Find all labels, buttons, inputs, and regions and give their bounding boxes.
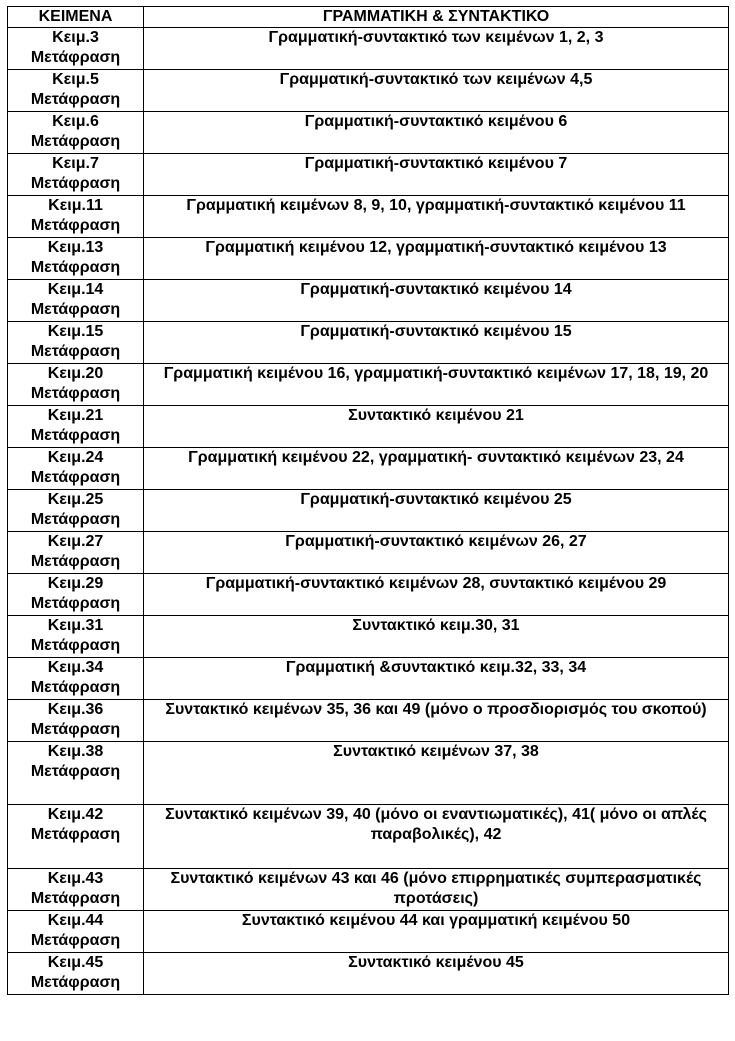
text-label: Κειμ.21 bbox=[47, 407, 104, 424]
translation-label: Μετάφραση bbox=[30, 259, 121, 276]
table-row bbox=[8, 196, 729, 238]
text-cell bbox=[8, 196, 144, 238]
table-row bbox=[8, 406, 729, 448]
text-label: Κειμ.6 bbox=[52, 113, 99, 130]
grammar-cell: Γραμματική κειμένου 16, γραμματική-συντακτικό κειμένων 17, 18, 19, 20 bbox=[144, 364, 729, 406]
grammar-cell: Γραμματική-συντακτικό κειμένων 26, 27 bbox=[144, 532, 729, 574]
table-row bbox=[8, 911, 729, 953]
grammar-cell: Γραμματική κειμένου 22, γραμματική- συντακτικό κειμένων 23, 24 bbox=[144, 448, 729, 490]
text-cell bbox=[8, 805, 144, 869]
text-cell bbox=[8, 490, 144, 532]
table-row bbox=[8, 280, 729, 322]
text-cell bbox=[8, 532, 144, 574]
grammar-cell: Γραμματική &συντακτικό κειμ.32, 33, 34 bbox=[144, 658, 729, 700]
text-label: Κειμ.24 bbox=[47, 449, 104, 466]
text-cell bbox=[8, 154, 144, 196]
text-label: Κειμ.42 bbox=[47, 806, 104, 823]
table-row bbox=[8, 28, 729, 70]
text-label: Κειμ.15 bbox=[47, 323, 104, 340]
translation-label: Μετάφραση bbox=[30, 763, 121, 780]
translation-label: Μετάφραση bbox=[30, 49, 121, 66]
translation-label: Μετάφραση bbox=[30, 595, 121, 612]
text-label: Κειμ.25 bbox=[47, 491, 104, 508]
text-label: Κειμ.29 bbox=[47, 575, 104, 592]
table-row bbox=[8, 532, 729, 574]
text-label: Κειμ.27 bbox=[47, 533, 104, 550]
grammar-cell: Συντακτικό κειμένων 35, 36 και 49 (μόνο ο προσδιορισμός του σκοπού) bbox=[144, 700, 729, 742]
translation-label: Μετάφραση bbox=[30, 721, 121, 738]
grammar-cell: Συντακτικό κειμένων 43 και 46 (μόνο επιρρηματικές συμπερασματικές προτάσεις) bbox=[144, 869, 729, 911]
table-row bbox=[8, 112, 729, 154]
text-label: Κειμ.7 bbox=[52, 155, 99, 172]
translation-label: Μετάφραση bbox=[30, 974, 121, 991]
translation-label: Μετάφραση bbox=[30, 175, 121, 192]
grammar-cell: Γραμματική-συντακτικό κειμένου 7 bbox=[144, 154, 729, 196]
translation-label: Μετάφραση bbox=[30, 553, 121, 570]
text-cell bbox=[8, 869, 144, 911]
translation-label: Μετάφραση bbox=[30, 932, 121, 949]
table-row bbox=[8, 154, 729, 196]
text-cell bbox=[8, 70, 144, 112]
text-label: Κειμ.43 bbox=[47, 870, 104, 887]
text-label: Κειμ.11 bbox=[48, 197, 103, 214]
translation-label: Μετάφραση bbox=[30, 385, 121, 402]
grammar-cell: Γραμματική-συντακτικό κειμένου 15 bbox=[144, 322, 729, 364]
text-label: Κειμ.3 bbox=[52, 29, 99, 46]
translation-label: Μετάφραση bbox=[30, 343, 121, 360]
grammar-cell: Γραμματική-συντακτικό των κειμένων 1, 2, 3 bbox=[144, 28, 729, 70]
text-label: Κειμ.13 bbox=[47, 239, 104, 256]
translation-label: Μετάφραση bbox=[30, 826, 121, 843]
table-row bbox=[8, 658, 729, 700]
translation-label: Μετάφραση bbox=[30, 637, 121, 654]
text-label: Κειμ.36 bbox=[47, 701, 104, 718]
text-cell bbox=[8, 911, 144, 953]
grammar-cell: Γραμματική-συντακτικό κειμένου 25 bbox=[144, 490, 729, 532]
text-cell bbox=[8, 616, 144, 658]
text-label: Κειμ.5 bbox=[52, 71, 99, 88]
translation-label: Μετάφραση bbox=[30, 91, 121, 108]
text-cell bbox=[8, 574, 144, 616]
text-label: Κειμ.14 bbox=[47, 281, 104, 298]
table-row bbox=[8, 322, 729, 364]
text-cell bbox=[8, 364, 144, 406]
translation-label: Μετάφραση bbox=[30, 469, 121, 486]
table-row bbox=[8, 869, 729, 911]
translation-label: Μετάφραση bbox=[30, 133, 121, 150]
text-cell bbox=[8, 280, 144, 322]
text-label: Κειμ.45 bbox=[47, 954, 104, 971]
grammar-cell: Συντακτικό κειμένων 37, 38 bbox=[144, 742, 729, 805]
syllabus-table bbox=[7, 6, 729, 995]
text-label: Κειμ.31 bbox=[47, 617, 104, 634]
grammar-cell: Γραμματική-συντακτικό κειμένου 14 bbox=[144, 280, 729, 322]
table-row bbox=[8, 448, 729, 490]
grammar-cell: Συντακτικό κειμένου 45 bbox=[144, 953, 729, 995]
text-cell bbox=[8, 700, 144, 742]
table-row bbox=[8, 238, 729, 280]
grammar-cell: Γραμματική κειμένων 8, 9, 10, γραμματική-συντακτικό κειμένου 11 bbox=[144, 196, 729, 238]
text-cell bbox=[8, 658, 144, 700]
table-row bbox=[8, 953, 729, 995]
grammar-cell: Συντακτικό κειμένου 44 και γραμματική κειμένου 50 bbox=[144, 911, 729, 953]
text-cell bbox=[8, 406, 144, 448]
header-texts: ΚΕΙΜΕΝΑ bbox=[8, 7, 144, 28]
text-label: Κειμ.44 bbox=[47, 912, 104, 929]
table-row bbox=[8, 490, 729, 532]
text-cell bbox=[8, 112, 144, 154]
text-label: Κειμ.20 bbox=[47, 365, 104, 382]
translation-label: Μετάφραση bbox=[30, 217, 121, 234]
text-cell bbox=[8, 322, 144, 364]
grammar-cell: Συντακτικό κειμένου 21 bbox=[144, 406, 729, 448]
grammar-cell: Γραμματική-συντακτικό των κειμένων 4,5 bbox=[144, 70, 729, 112]
table-row bbox=[8, 805, 729, 869]
table-row bbox=[8, 742, 729, 805]
grammar-cell: Συντακτικό κειμ.30, 31 bbox=[144, 616, 729, 658]
text-label: Κειμ.38 bbox=[47, 743, 104, 760]
text-cell bbox=[8, 448, 144, 490]
translation-label: Μετάφραση bbox=[30, 511, 121, 528]
header-grammar: ΓΡΑΜΜΑΤΙΚΗ & ΣΥΝΤΑΚΤΙΚΟ bbox=[144, 7, 729, 28]
text-label: Κειμ.34 bbox=[47, 659, 104, 676]
translation-label: Μετάφραση bbox=[30, 679, 121, 696]
text-cell bbox=[8, 238, 144, 280]
translation-label: Μετάφραση bbox=[30, 301, 121, 318]
translation-label: Μετάφραση bbox=[30, 890, 121, 907]
grammar-cell: Συντακτικό κειμένων 39, 40 (μόνο οι εναντιωματικές), 41( μόνο οι απλές παραβολικές), 42 bbox=[144, 805, 729, 869]
text-cell bbox=[8, 28, 144, 70]
grammar-cell: Γραμματική κειμένου 12, γραμματική-συντακτικό κειμένου 13 bbox=[144, 238, 729, 280]
translation-label: Μετάφραση bbox=[30, 427, 121, 444]
header-row bbox=[8, 7, 729, 28]
text-cell bbox=[8, 953, 144, 995]
table-row bbox=[8, 616, 729, 658]
table-row bbox=[8, 364, 729, 406]
table-row bbox=[8, 574, 729, 616]
table-row bbox=[8, 70, 729, 112]
table-row bbox=[8, 700, 729, 742]
grammar-cell: Γραμματική-συντακτικό κειμένου 6 bbox=[144, 112, 729, 154]
grammar-cell: Γραμματική-συντακτικό κειμένων 28, συντακτικό κειμένου 29 bbox=[144, 574, 729, 616]
text-cell bbox=[8, 742, 144, 805]
